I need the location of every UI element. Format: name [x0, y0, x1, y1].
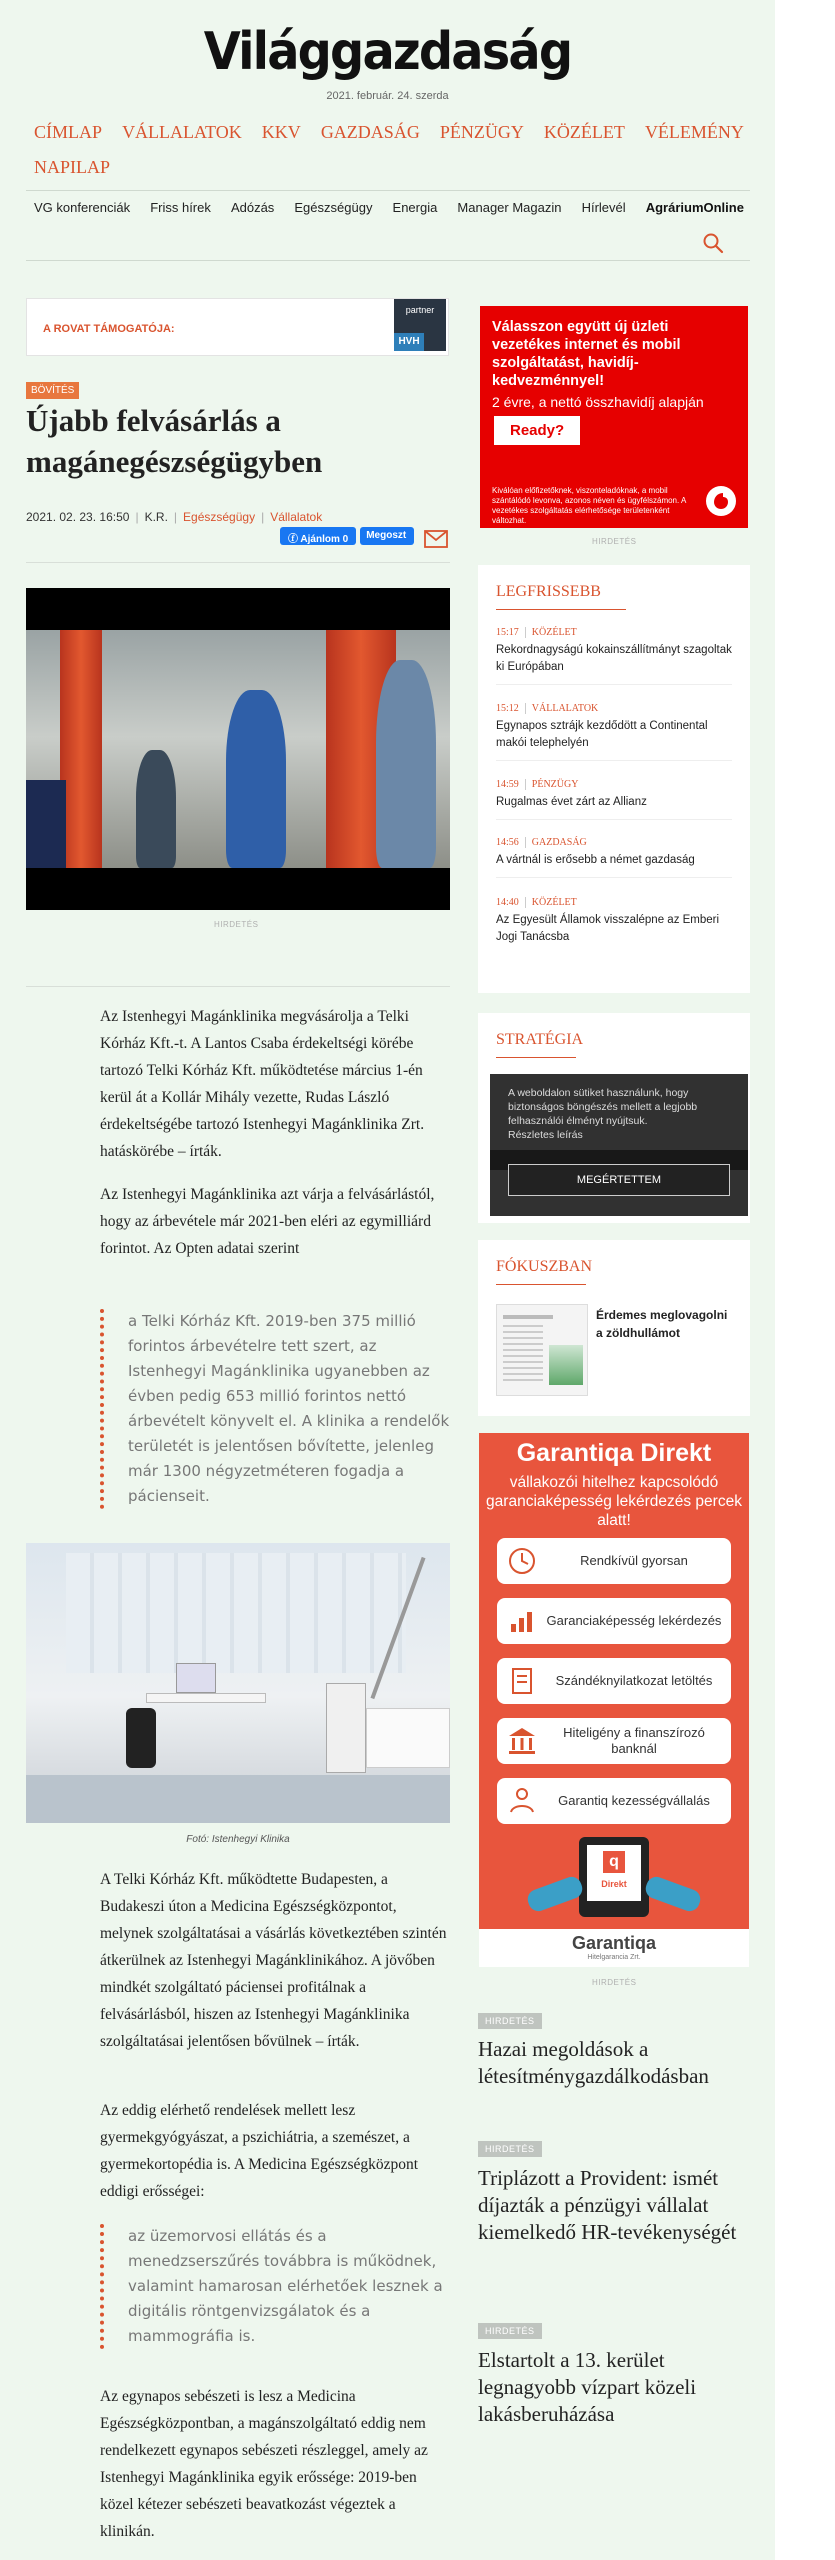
- news-title: A vártnál is erősebb a német gazdaság: [496, 854, 695, 866]
- garantiqa-item-label: Rendkívül gyorsan: [580, 1553, 688, 1568]
- red-curtain-left: [60, 630, 102, 868]
- news-time: 14:59: [496, 779, 519, 790]
- subnav-hirlevel[interactable]: Hírlevél: [581, 200, 626, 215]
- promo-tag: HIRDETÉS: [478, 2013, 542, 2029]
- nav-cimlap[interactable]: CÍMLAP: [34, 122, 103, 142]
- news-category: KÖZÉLET: [525, 897, 577, 908]
- promo-tag: HIRDETÉS: [478, 2141, 542, 2157]
- article-quote-1: a Telki Kórház Kft. 2019-ben 375 millió forintos árbevételre tett szert, az Istenhegyi Magánklinika ugyanebben az évben pedig 653 millió forintos nettó árbevételt könyvelt el. A klinika a rendelők területét is jelentősen bővítette, jelenleg már 1300 négyzetméteren fogadja a pácienseit.: [100, 1309, 450, 1509]
- treatment-bed: [366, 1708, 450, 1768]
- news-time: 15:12: [496, 703, 519, 714]
- fokuszban-underline: [496, 1284, 586, 1285]
- garantiqa-item: [497, 1538, 731, 1584]
- garantiqa-brand: Garantiqa: [571, 1933, 657, 1953]
- news-item[interactable]: [496, 703, 732, 761]
- article-tag[interactable]: BÖVÍTÉS: [26, 382, 79, 399]
- strategia-underline: [496, 1057, 576, 1058]
- photo-caption: Fotó: Istenhegyi Klinika: [186, 1834, 290, 1845]
- nav-gazdasag[interactable]: GAZDASÁG: [320, 122, 420, 142]
- garantiqa-item-label: Garantiq kezességvállalás: [558, 1793, 710, 1808]
- cookie-details-link[interactable]: Részletes leírás: [508, 1129, 583, 1141]
- subnav-energia[interactable]: Energia: [392, 200, 438, 215]
- nav-kozelet[interactable]: KÖZÉLET: [543, 122, 625, 142]
- article-meta: 2021. 02. 23. 16:50 | K.R. | Egészségügy | Vállalatok: [26, 510, 323, 524]
- garantiqa-item: [497, 1778, 731, 1824]
- garantiqa-item-label: Hiteligény a finanszírozó banknál: [563, 1725, 705, 1756]
- monitor: [176, 1663, 216, 1693]
- handshake-icon: [505, 1784, 539, 1818]
- clinic-photo[interactable]: [26, 1543, 450, 1823]
- news-time: 14:40: [496, 897, 519, 908]
- facebook-like-button[interactable]: [280, 527, 356, 545]
- worker-figure: [226, 690, 286, 868]
- hirdetes-label-garantiqa: HIRDETÉS: [592, 1978, 637, 1987]
- garantiqa-subtitle: vállakozói hitelhez kapcsolódó garanciaképesség lekérdezés percek alatt!: [486, 1474, 742, 1529]
- floor: [26, 1775, 450, 1823]
- hand-left: [525, 1874, 585, 1914]
- partner-logo[interactable]: [394, 299, 446, 351]
- news-time: 15:17: [496, 627, 519, 638]
- site-logo[interactable]: Világgazdaság: [203, 22, 572, 82]
- sub-nav: [34, 200, 744, 215]
- hvh-logo: HVH: [394, 333, 424, 351]
- vodafone-logo-icon: [706, 486, 736, 516]
- growth-icon: [505, 1604, 539, 1638]
- article-title: Újabb felvásárlás a magánegészségügyben: [26, 403, 323, 479]
- facebook-icon: ⓕ: [288, 534, 301, 545]
- latest-title[interactable]: LEGFRISSEBB: [496, 583, 601, 600]
- subnav-egeszsegugy[interactable]: Egészségügy: [294, 200, 373, 215]
- phone-screen: [587, 1845, 641, 1901]
- thumb-text: [503, 1325, 543, 1385]
- worker-figure-right: [376, 660, 436, 868]
- header-date: 2021. február. 24. szerda: [326, 90, 449, 102]
- news-title: Egynapos sztrájk kezdődött a Continental makói telephelyén: [496, 720, 708, 749]
- body-divider: [26, 986, 450, 987]
- main-nav: [34, 122, 744, 178]
- article-paragraph-2: Az Istenhegyi Magánklinika azt várja a felvásárlástól, hogy az árbevétele már 2021-ben eléri az egymilliárd forintot. Az Opten adatai szerint: [100, 1186, 435, 1257]
- bank-icon: [505, 1724, 539, 1758]
- clock-icon: [505, 1544, 539, 1578]
- thumb-line: [503, 1315, 553, 1319]
- workshop-scene: [26, 630, 450, 868]
- header-divider: [26, 260, 750, 261]
- vodafone-subline: 2 évre, a nettó összhavidíj alapján: [492, 394, 704, 410]
- nav-penzugy[interactable]: PÉNZÜGY: [439, 122, 524, 142]
- vodafone-ad[interactable]: [480, 306, 748, 528]
- nav-napilap[interactable]: NAPILAP: [34, 157, 111, 177]
- garantiqa-app-icon: q: [603, 1851, 625, 1873]
- vodafone-fineprint: Kiválóan előfizetőknek, viszonteladóknak, a mobil szántálódó levonva, azonos néven és ügyfélszámon. A vezetékes szolgáltatás elérhetősége területenként változhat.: [492, 486, 686, 525]
- sponsor-box: [26, 298, 449, 356]
- garantiqa-item: [497, 1658, 731, 1704]
- article-category-vallalatok[interactable]: Vállalatok: [270, 510, 323, 524]
- promo-tag: HIRDETÉS: [478, 2323, 542, 2339]
- garantiqa-item-label: Garanciaképesség lekérdezés: [546, 1613, 722, 1628]
- hero-image[interactable]: [26, 588, 450, 910]
- news-title: Rugalmas évet zárt az Allianz: [496, 796, 647, 808]
- medical-device: [326, 1683, 366, 1773]
- article-date: 2021. 02. 23. 16:50: [26, 510, 130, 524]
- news-category: VÁLLALATOK: [525, 703, 598, 714]
- desk: [146, 1693, 266, 1703]
- worker-figure-back: [136, 750, 176, 868]
- article-paragraph-5: Az egynapos sebészeti is lesz a Medicina Egészségközpontban, a magánszolgáltató eddig nem rendelkezett egynapos sebészeti részleggel, amely az Istenhegyi Magánklinika egyik erőssége: 2019-ben közel kétezer sebészeti beavatkozást végeztek a klinikán.: [100, 2388, 428, 2540]
- garantiqa-item: [497, 1718, 731, 1764]
- news-item[interactable]: [496, 779, 732, 820]
- phone-label: Direkt: [601, 1879, 627, 1889]
- sponsor-label: A ROVAT TÁMOGATÓJA:: [43, 323, 175, 335]
- subnav-adozas[interactable]: Adózás: [230, 200, 275, 215]
- promo-title[interactable]: Elstartolt a 13. kerület legnagyobb vízpart közeli lakásberuházása: [478, 2348, 697, 2426]
- hirdetes-label: HIRDETÉS: [214, 920, 259, 929]
- nav-kkv[interactable]: KKV: [261, 122, 301, 142]
- partner-label: partner: [405, 305, 435, 315]
- garantiqa-ad[interactable]: [479, 1433, 749, 1967]
- subnav-friss-hirek[interactable]: Friss hírek: [150, 200, 211, 215]
- strategia-title[interactable]: STRATÉGIA: [496, 1031, 584, 1048]
- news-item[interactable]: [496, 837, 732, 878]
- phone-illustration: [579, 1837, 649, 1917]
- office-chair: [126, 1708, 156, 1768]
- nav-velemeny[interactable]: VÉLEMÉNY: [644, 122, 744, 142]
- news-category: KÖZÉLET: [525, 627, 577, 638]
- news-item[interactable]: [496, 897, 732, 954]
- garantiqa-footer: [479, 1929, 749, 1967]
- article-author: K.R.: [144, 510, 168, 524]
- latest-underline: [496, 609, 626, 610]
- meta-divider: [26, 562, 450, 563]
- facebook-like-label: Ajánlom 0: [300, 534, 349, 545]
- nav-vallalatok[interactable]: VÁLLALATOK: [122, 122, 242, 142]
- nav-divider: [26, 190, 750, 191]
- hand-right: [643, 1874, 703, 1914]
- latest-box: [478, 565, 750, 993]
- fokuszban-box: [478, 1240, 750, 1416]
- hirdetes-label-right: HIRDETÉS: [592, 537, 637, 546]
- promo-title[interactable]: Triplázott a Provident: ismét díjazták a pénzügyi vállalat kiemelkedő HR-tevékenységét: [478, 2166, 737, 2244]
- document-icon: [505, 1664, 539, 1698]
- article-paragraph-3: A Telki Kórház Kft. működtette Budapesten, a Budakeszi úton a Medicina Egészségközpontot, melynek szolgáltatásai a vásárlás következtében szintén átkerülnek az Istenhegyi Magánklinikához. A jövőben mindkét szolgáltató páciensei profitálnak a felvásárlásból, hiszen az Istenhegyi Magánklinika szolgáltatásai jelentősen bővülnek – írták.: [100, 1871, 447, 2050]
- article-paragraph-1: Az Istenhegyi Magánklinika megvásárolja a Telki Kórház Kft.-t. A Lantos Csaba érdekeltségi körébe tartozó Telki Kórház Kft. működtetése március 1-én kerül át a Kollár Mihály vezette, Rudas László érdekeltségébe tartozó Istenhegyi Magánklinika Zrt. hatáskörébe – írták.: [100, 1008, 425, 1160]
- news-item[interactable]: [496, 627, 732, 685]
- subnav-vg-konferenciak[interactable]: VG konferenciák: [34, 200, 131, 215]
- promo-title[interactable]: Hazai megoldások a létesítménygazdálkodásban: [478, 2037, 709, 2088]
- garantiqa-item-label: Szándéknyilatkozat letöltés: [555, 1673, 713, 1688]
- mail-icon[interactable]: [424, 530, 448, 548]
- subnav-manager-magazin[interactable]: Manager Magazin: [457, 200, 562, 215]
- window-blinds: [66, 1553, 406, 1673]
- news-title: Az Egyesült Államok visszalépne az Emberi Jogi Tanácsba: [496, 914, 720, 943]
- garantiqa-brand-sub: Hitelgarancia Zrt.: [587, 1954, 641, 1961]
- vodafone-headline: Válasszon együtt új üzleti vezetékes internet és mobil szolgáltatást, havidíj-kedvezménnyel!: [492, 319, 681, 389]
- cookie-button-area: [490, 1150, 748, 1216]
- garantiqa-title: Garantiqa Direkt: [516, 1439, 712, 1467]
- fokuszban-title[interactable]: FÓKUSZBAN: [496, 1258, 593, 1275]
- news-title: Rekordnagyságú kokainszállítmányt szagoltak ki Európában: [496, 644, 732, 673]
- garantiqa-item: [497, 1598, 731, 1644]
- fokuszban-thumbnail[interactable]: [496, 1304, 588, 1396]
- thumb-chart: [549, 1345, 583, 1385]
- foreground-figure: [26, 780, 66, 868]
- news-time: 14:56: [496, 837, 519, 848]
- share-bar: [280, 527, 414, 545]
- cookie-accept-button[interactable]: MEGÉRTETTEM: [508, 1164, 730, 1196]
- share-button[interactable]: Megoszt: [360, 527, 414, 545]
- article-category-egeszsegugy[interactable]: Egészségügy: [183, 510, 256, 524]
- news-category: PÉNZÜGY: [525, 779, 579, 790]
- news-category: GAZDASÁG: [525, 837, 587, 848]
- article-quote-2: az üzemorvosi ellátás és a menedzserszűrés továbbra is működnek, valamint hamarosan elérhetőek lesznek a digitális röntgenvizsgálatok és a mammográfia is.: [100, 2224, 450, 2349]
- vodafone-ready-button[interactable]: Ready?: [494, 416, 580, 445]
- search-icon[interactable]: [702, 232, 724, 254]
- cookie-text: A weboldalon sütiket használunk, hogy biztonságos böngészés mellett a legjobb felhasználói élményt nyújtsuk.: [508, 1087, 698, 1127]
- right-blank-strip: [775, 0, 835, 2560]
- article-paragraph-4: Az eddig elérhető rendelések mellett lesz gyermekgyógyászat, a pszichiátria, a szemészet, a gyermekortopédia is. A Medicina Egészségközpont eddigi erősségei:: [100, 2102, 419, 2200]
- fokuszban-headline[interactable]: Érdemes meglovagolni a zöldhullámot: [596, 1308, 728, 1340]
- subnav-agrariumonline[interactable]: AgráriumOnline: [645, 200, 744, 215]
